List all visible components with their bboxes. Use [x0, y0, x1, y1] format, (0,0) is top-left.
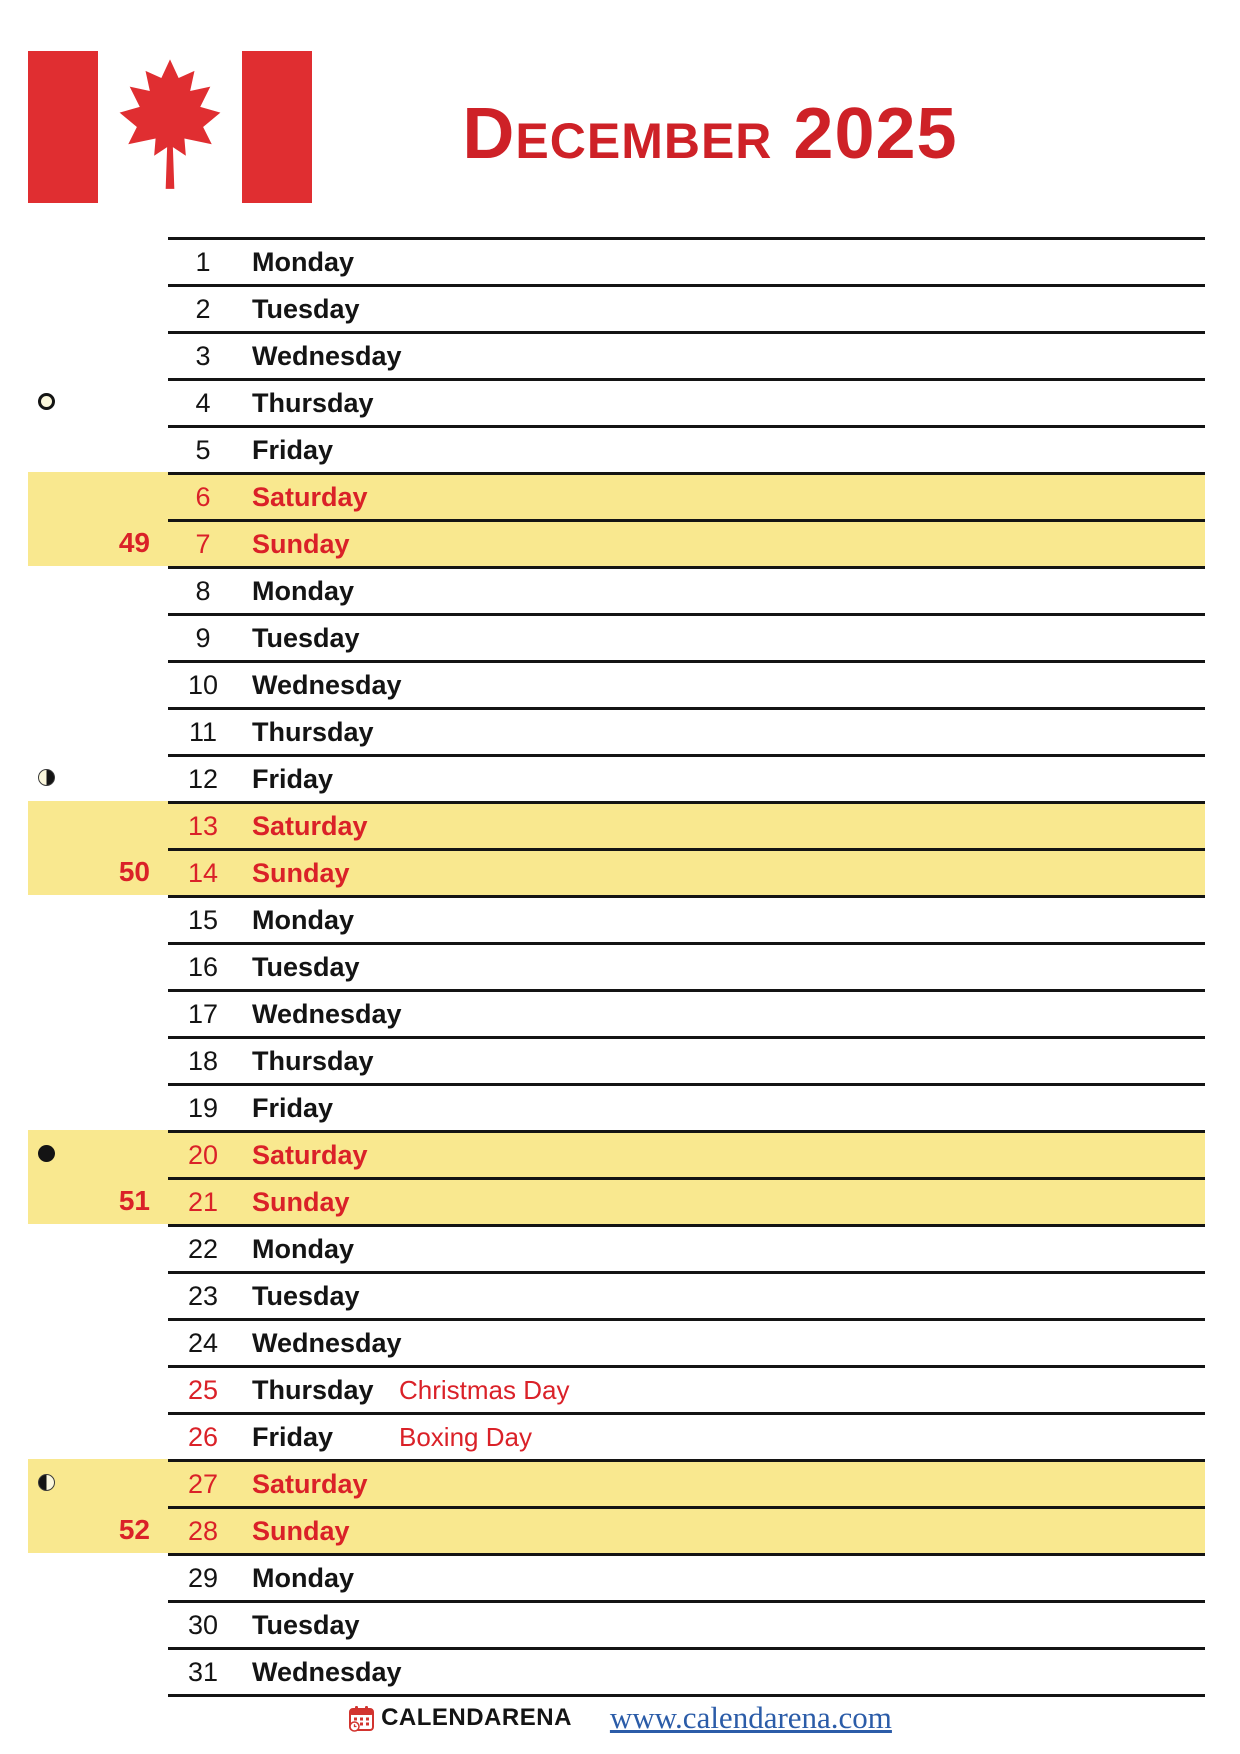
- day-number: 18: [187, 1046, 219, 1076]
- day-name: Sunday: [252, 529, 350, 559]
- day-name: Sunday: [252, 858, 350, 888]
- day-name: Tuesday: [252, 1281, 360, 1311]
- day-row: [168, 942, 1205, 989]
- day-row: [168, 472, 1205, 519]
- day-row: [168, 331, 1205, 378]
- day-name: Thursday: [252, 388, 374, 418]
- day-number: 16: [187, 952, 219, 982]
- day-row: [168, 519, 1205, 566]
- day-name: Monday: [252, 1563, 355, 1593]
- day-name: Monday: [252, 905, 355, 935]
- day-row: [168, 566, 1205, 613]
- day-row: [168, 284, 1205, 331]
- day-name: Saturday: [252, 482, 368, 512]
- day-number: 3: [195, 341, 211, 371]
- day-number: 23: [187, 1281, 219, 1311]
- day-name: Tuesday: [252, 294, 360, 324]
- calendar-icon: [348, 1705, 375, 1732]
- day-name: Tuesday: [252, 623, 360, 653]
- day-number: 12: [187, 764, 219, 794]
- day-row: [168, 1506, 1205, 1553]
- day-name: Thursday: [252, 717, 374, 747]
- day-row: [168, 989, 1205, 1036]
- holiday-label: Christmas Day: [399, 1375, 570, 1405]
- day-row: [168, 1365, 1205, 1412]
- day-row: [168, 754, 1205, 801]
- week-number: 52: [118, 1514, 150, 1545]
- day-row: [168, 1036, 1205, 1083]
- day-row: [168, 613, 1205, 660]
- day-name: Wednesday: [252, 670, 402, 700]
- day-name: Sunday: [252, 1516, 350, 1546]
- day-row: [168, 1271, 1205, 1318]
- day-number: 20: [187, 1140, 219, 1170]
- website-link[interactable]: www.calendarena.com: [609, 1700, 892, 1735]
- day-row: [168, 378, 1205, 425]
- holiday-label: Boxing Day: [399, 1422, 532, 1452]
- day-row: [168, 1318, 1205, 1365]
- day-name: Sunday: [252, 1187, 350, 1217]
- day-row: [168, 1130, 1205, 1177]
- day-row: [168, 1083, 1205, 1130]
- day-name: Thursday: [252, 1046, 374, 1076]
- day-row: [168, 1412, 1205, 1459]
- day-number: 29: [187, 1563, 219, 1593]
- new-moon-icon: [38, 1145, 55, 1162]
- day-row: [168, 660, 1205, 707]
- day-name: Monday: [252, 247, 355, 277]
- day-number: 6: [195, 482, 211, 512]
- page-title: December 2025: [462, 94, 958, 174]
- day-number: 24: [187, 1328, 219, 1358]
- day-number: 9: [195, 623, 211, 653]
- day-row: [168, 1459, 1205, 1506]
- day-number: 31: [187, 1657, 219, 1687]
- day-number: 4: [195, 388, 211, 418]
- day-name: Monday: [252, 1234, 355, 1264]
- day-row: [168, 707, 1205, 754]
- day-name: Wednesday: [252, 1657, 402, 1687]
- day-number: 15: [187, 905, 219, 935]
- day-number: 26: [187, 1422, 219, 1452]
- brand-name: CALENDARENA: [381, 1704, 572, 1731]
- first-quarter-moon-icon: [38, 1474, 55, 1491]
- week-number: 49: [118, 527, 150, 558]
- day-row: [168, 848, 1205, 895]
- day-number: 5: [195, 435, 211, 465]
- day-number: 14: [187, 858, 219, 888]
- brand: [348, 1704, 572, 1732]
- day-number: 22: [187, 1234, 219, 1264]
- day-number: 28: [187, 1516, 219, 1546]
- day-name: Thursday: [252, 1375, 374, 1405]
- day-row: [168, 1553, 1205, 1600]
- day-number: 30: [187, 1610, 219, 1640]
- day-number: 1: [195, 247, 211, 277]
- day-name: Saturday: [252, 1140, 368, 1170]
- day-number: 7: [195, 529, 211, 559]
- day-number: 2: [195, 294, 211, 324]
- last-quarter-moon-icon: [38, 769, 55, 786]
- day-row: [168, 1647, 1205, 1694]
- day-name: Wednesday: [252, 341, 402, 371]
- footer: [0, 1696, 1240, 1740]
- day-number: 10: [187, 670, 219, 700]
- day-row: [168, 1224, 1205, 1271]
- day-name: Wednesday: [252, 999, 402, 1029]
- day-name: Monday: [252, 576, 355, 606]
- day-row: [168, 237, 1205, 284]
- day-number: 11: [188, 717, 218, 747]
- day-row: [168, 1177, 1205, 1224]
- full-moon-icon: [38, 393, 55, 410]
- day-number: 21: [187, 1187, 219, 1217]
- day-name: Saturday: [252, 811, 368, 841]
- day-row: [168, 801, 1205, 848]
- day-row: [168, 425, 1205, 472]
- day-row: [168, 1600, 1205, 1647]
- day-name: Friday: [252, 1422, 334, 1452]
- canada-flag: [28, 51, 312, 203]
- day-name: Saturday: [252, 1469, 368, 1499]
- day-number: 8: [195, 576, 211, 606]
- day-row: [168, 895, 1205, 942]
- day-number: 19: [187, 1093, 219, 1123]
- day-name: Wednesday: [252, 1328, 402, 1358]
- day-number: 13: [187, 811, 219, 841]
- week-number: 51: [118, 1185, 150, 1216]
- day-name: Friday: [252, 435, 334, 465]
- flag-left-bar: [28, 51, 98, 203]
- day-number: 17: [187, 999, 219, 1029]
- day-number: 27: [187, 1469, 219, 1499]
- week-number: 50: [118, 856, 150, 887]
- day-name: Friday: [252, 764, 334, 794]
- day-number: 25: [187, 1375, 219, 1405]
- day-name: Tuesday: [252, 952, 360, 982]
- maple-leaf-icon: [98, 51, 242, 203]
- day-name: Tuesday: [252, 1610, 360, 1640]
- day-name: Friday: [252, 1093, 334, 1123]
